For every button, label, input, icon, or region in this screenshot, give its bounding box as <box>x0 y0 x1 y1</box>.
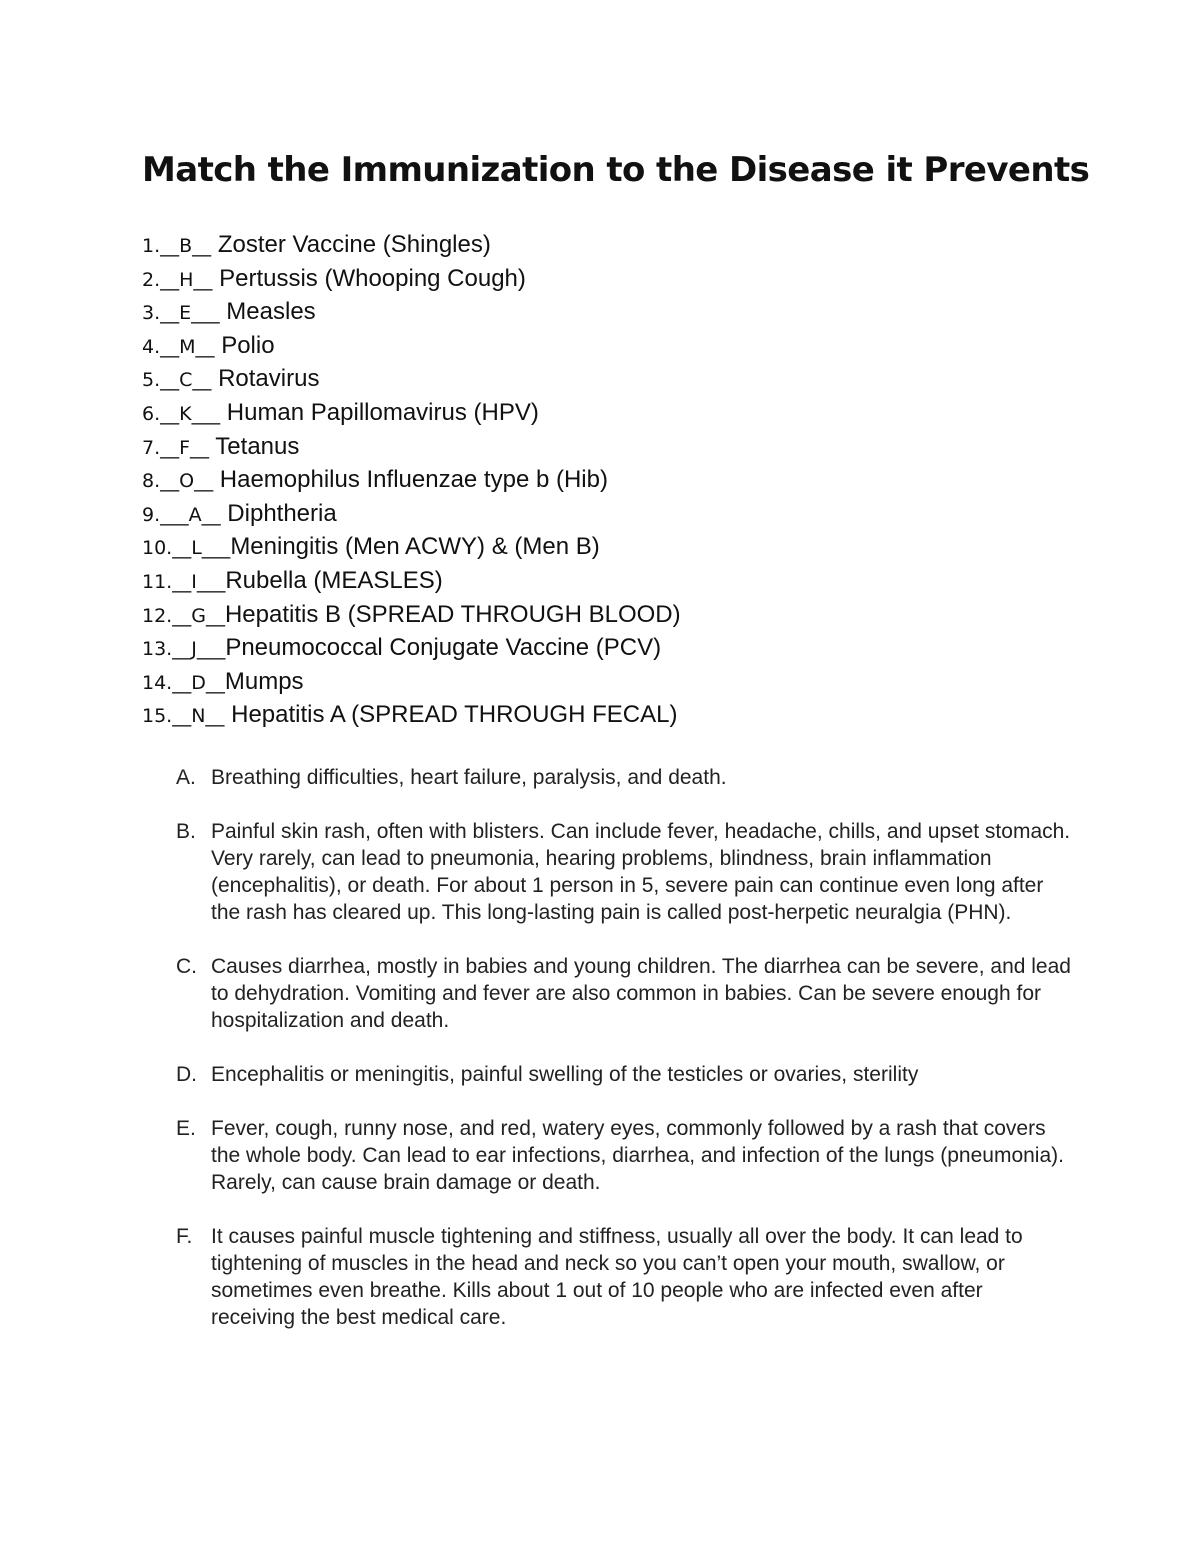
option-item <box>176 1115 1076 1196</box>
option-description: Painful skin rash, often with blisters. Can include fever, headache, chills, and upset stomach. Very rarely, can lead to pneumonia, hearing problems, blindness, brain inflammation (encephalitis), or death. For about 1 person in 5, severe pain can continue even long after the rash has cleared up. This long-lasting pain is called post-herpetic neuralgia (PHN). <box>211 820 1071 924</box>
match-answer: 6.__K___ <box>142 402 221 425</box>
option-letter: A. <box>176 766 196 789</box>
match-disease: Rotavirus <box>211 365 320 393</box>
match-answer: 5.__C__ <box>142 369 212 392</box>
match-disease: Haemophilus Influenzae type b (Hib) <box>213 466 608 494</box>
option-description: Fever, cough, runny nose, and red, watery eyes, commonly followed by a rash that covers the whole body. Can lead to ear infections, diarrhea, and infection of the lungs (pneumonia). Rarely, can cause brain damage or death. <box>211 1117 1064 1194</box>
option-item <box>176 764 1076 791</box>
option-letter: D. <box>176 1063 197 1086</box>
match-answer: 13.__J___ <box>142 638 226 661</box>
match-answer: 11.__I___ <box>142 570 226 593</box>
match-answer: 2.__H__ <box>142 268 213 291</box>
match-item <box>142 228 681 262</box>
match-answer: 8.__O__ <box>142 470 214 493</box>
match-item <box>142 295 681 329</box>
match-item <box>142 564 681 598</box>
match-disease: Mumps <box>224 667 304 695</box>
match-answer: 9.___A__ <box>142 503 221 526</box>
match-answer: 12.__G__ <box>142 604 225 627</box>
option-letter: B. <box>176 820 196 843</box>
page-title: Match the Immunization to the Disease it Prevents <box>142 150 1090 190</box>
match-disease: Hepatitis A (SPREAD THROUGH FECAL) <box>224 701 678 729</box>
option-letter: C. <box>176 955 197 978</box>
option-description: Encephalitis or meningitis, painful swelling of the testicles or ovaries, sterility <box>211 1063 919 1086</box>
option-letter: F. <box>176 1225 193 1248</box>
match-disease: Human Papillomavirus (HPV) <box>220 398 539 426</box>
option-item <box>176 953 1076 1034</box>
match-item <box>142 430 681 464</box>
match-item <box>142 362 681 396</box>
option-description: It causes painful muscle tightening and stiffness, usually all over the body. It can lead to tightening of muscles in the head and neck so you can’t open your mouth, swallow, or sometimes even breathe. Kills about 1 out of 10 people who are infected even after receiving the best medical care. <box>211 1225 1023 1329</box>
match-answer: 10.__L___ <box>142 537 231 560</box>
match-item <box>142 497 681 531</box>
match-item <box>142 631 681 665</box>
match-disease: Zoster Vaccine (Shingles) <box>211 231 491 258</box>
symptom-options-list <box>176 764 1076 1358</box>
match-item <box>142 396 681 430</box>
option-description: Breathing difficulties, heart failure, paralysis, and death. <box>211 766 727 789</box>
match-disease: Measles <box>219 298 316 326</box>
match-disease: Pertussis (Whooping Cough) <box>212 264 526 292</box>
match-disease: Meningitis (Men ACWY) & (Men B) <box>230 533 600 561</box>
match-item <box>142 665 681 699</box>
match-answer: 4.__M__ <box>142 335 215 358</box>
option-item <box>176 818 1076 926</box>
match-answer: 3.__E___ <box>142 302 220 325</box>
option-item <box>176 1061 1076 1088</box>
match-item <box>142 598 681 632</box>
option-letter: E. <box>176 1117 196 1140</box>
match-disease: Tetanus <box>209 432 300 460</box>
match-disease: Pneumococcal Conjugate Vaccine (PCV) <box>225 634 662 662</box>
option-item <box>176 1223 1076 1331</box>
match-disease: Diphtheria <box>220 499 337 527</box>
match-answer: 14.__D__ <box>142 671 225 694</box>
match-answer: 7.__F__ <box>142 436 210 459</box>
match-item <box>142 329 681 363</box>
match-disease: Polio <box>214 331 275 359</box>
match-answer: 1.__B__ <box>142 235 212 257</box>
match-disease: Hepatitis B (SPREAD THROUGH BLOOD) <box>224 600 681 628</box>
match-answer: 15.__N__ <box>142 705 225 728</box>
matching-list <box>142 228 681 732</box>
match-item <box>142 698 681 732</box>
match-item <box>142 530 681 564</box>
match-item <box>142 463 681 497</box>
match-disease: Rubella (MEASLES) <box>225 566 443 594</box>
option-description: Causes diarrhea, mostly in babies and young children. The diarrhea can be severe, and lead to dehydration. Vomiting and fever are also common in babies. Can be severe enough for hospitalization and death. <box>211 955 1071 1032</box>
match-item <box>142 262 681 296</box>
